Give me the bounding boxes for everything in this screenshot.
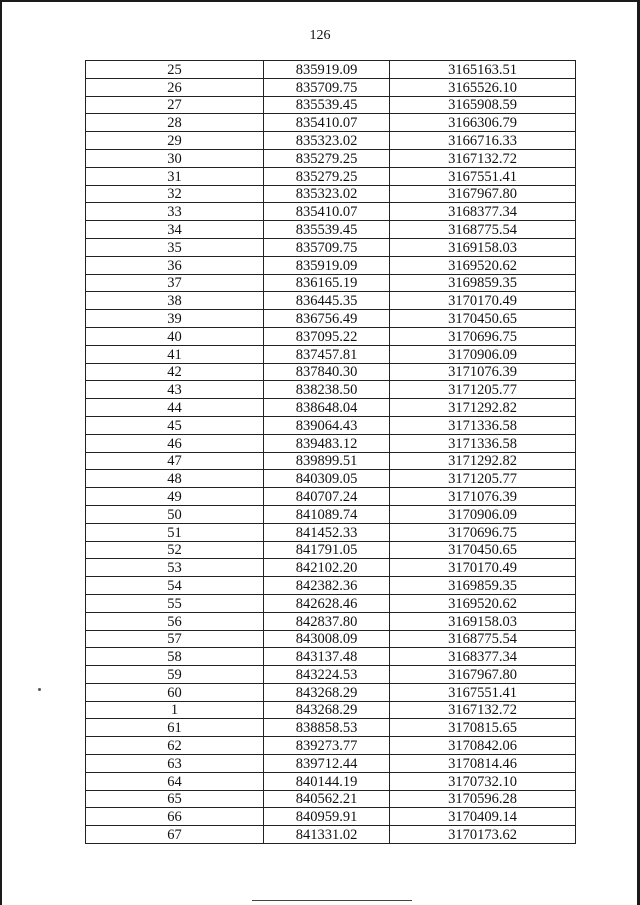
point-number-cell: 56 [86,612,264,630]
table-row [86,363,576,381]
x-coordinate-cell: 839064.43 [264,416,390,434]
y-coordinate-cell: 3171205.77 [390,381,576,399]
page-number: 126 [309,28,331,43]
x-coordinate-cell: 835410.07 [264,114,390,132]
y-coordinate-cell: 3167132.72 [390,149,576,167]
table-row [86,577,576,595]
scan-line [252,900,412,901]
y-coordinate-cell: 3171336.58 [390,434,576,452]
table-row [86,434,576,452]
table-row [86,452,576,470]
scan-speck [38,688,41,691]
point-number-cell: 38 [86,292,264,310]
point-number-cell: 25 [86,61,264,79]
point-number-cell: 44 [86,399,264,417]
y-coordinate-cell: 3165908.59 [390,96,576,114]
y-coordinate-cell: 3167551.41 [390,167,576,185]
x-coordinate-cell: 835279.25 [264,167,390,185]
x-coordinate-cell: 835323.02 [264,185,390,203]
x-coordinate-cell: 841791.05 [264,541,390,559]
point-number-cell: 33 [86,203,264,221]
point-number-cell: 30 [86,149,264,167]
x-coordinate-cell: 840309.05 [264,470,390,488]
y-coordinate-cell: 3168377.34 [390,203,576,221]
x-coordinate-cell: 838648.04 [264,399,390,417]
table-row [86,683,576,701]
x-coordinate-cell: 843224.53 [264,666,390,684]
x-coordinate-cell: 842102.20 [264,559,390,577]
table-row [86,310,576,328]
x-coordinate-cell: 840959.91 [264,808,390,826]
table-row [86,505,576,523]
y-coordinate-cell: 3170596.28 [390,790,576,808]
x-coordinate-cell: 843137.48 [264,648,390,666]
x-coordinate-cell: 835919.09 [264,256,390,274]
table-row [86,808,576,826]
point-number-cell: 48 [86,470,264,488]
y-coordinate-cell: 3170842.06 [390,737,576,755]
x-coordinate-cell: 835410.07 [264,203,390,221]
table-row [86,772,576,790]
table-row [86,523,576,541]
table-row [86,256,576,274]
table-row [86,701,576,719]
point-number-cell: 51 [86,523,264,541]
y-coordinate-cell: 3166306.79 [390,114,576,132]
x-coordinate-cell: 835539.45 [264,221,390,239]
x-coordinate-cell: 840562.21 [264,790,390,808]
table-row [86,132,576,150]
x-coordinate-cell: 835279.25 [264,149,390,167]
y-coordinate-cell: 3167967.80 [390,185,576,203]
x-coordinate-cell: 839712.44 [264,755,390,773]
point-number-cell: 59 [86,666,264,684]
point-number-cell: 36 [86,256,264,274]
x-coordinate-cell: 841452.33 [264,523,390,541]
y-coordinate-cell: 3167551.41 [390,683,576,701]
x-coordinate-cell: 835323.02 [264,132,390,150]
table-row [86,612,576,630]
y-coordinate-cell: 3170814.46 [390,755,576,773]
table-row [86,790,576,808]
point-number-cell: 46 [86,434,264,452]
x-coordinate-cell: 839899.51 [264,452,390,470]
y-coordinate-cell: 3169520.62 [390,594,576,612]
table-row [86,221,576,239]
y-coordinate-cell: 3166716.33 [390,132,576,150]
y-coordinate-cell: 3167132.72 [390,701,576,719]
x-coordinate-cell: 836756.49 [264,310,390,328]
x-coordinate-cell: 835709.75 [264,78,390,96]
x-coordinate-cell: 836165.19 [264,274,390,292]
y-coordinate-cell: 3170170.49 [390,559,576,577]
x-coordinate-cell: 837457.81 [264,345,390,363]
point-number-cell: 58 [86,648,264,666]
y-coordinate-cell: 3167967.80 [390,666,576,684]
y-coordinate-cell: 3170450.65 [390,541,576,559]
point-number-cell: 53 [86,559,264,577]
table-row [86,399,576,417]
table-row [86,238,576,256]
point-number-cell: 40 [86,327,264,345]
point-number-cell: 31 [86,167,264,185]
y-coordinate-cell: 3170173.62 [390,826,576,844]
point-number-cell: 43 [86,381,264,399]
y-coordinate-cell: 3170732.10 [390,772,576,790]
point-number-cell: 65 [86,790,264,808]
x-coordinate-cell: 838858.53 [264,719,390,737]
point-number-cell: 52 [86,541,264,559]
x-coordinate-cell: 836445.35 [264,292,390,310]
table-row [86,648,576,666]
table-row [86,114,576,132]
point-number-cell: 47 [86,452,264,470]
page-left-edge [0,0,2,905]
point-number-cell: 63 [86,755,264,773]
table-row [86,149,576,167]
y-coordinate-cell: 3169520.62 [390,256,576,274]
y-coordinate-cell: 3165163.51 [390,61,576,79]
y-coordinate-cell: 3169859.35 [390,274,576,292]
x-coordinate-cell: 837095.22 [264,327,390,345]
x-coordinate-cell: 842837.80 [264,612,390,630]
point-number-cell: 55 [86,594,264,612]
y-coordinate-cell: 3171336.58 [390,416,576,434]
point-number-cell: 34 [86,221,264,239]
point-number-cell: 66 [86,808,264,826]
point-number-cell: 45 [86,416,264,434]
table-row [86,630,576,648]
point-number-cell: 50 [86,505,264,523]
x-coordinate-cell: 835709.75 [264,238,390,256]
table-row [86,185,576,203]
point-number-cell: 28 [86,114,264,132]
x-coordinate-cell: 840707.24 [264,488,390,506]
y-coordinate-cell: 3171076.39 [390,488,576,506]
table-row [86,737,576,755]
x-coordinate-cell: 843268.29 [264,701,390,719]
point-number-cell: 32 [86,185,264,203]
y-coordinate-cell: 3171292.82 [390,399,576,417]
y-coordinate-cell: 3169859.35 [390,577,576,595]
x-coordinate-cell: 841331.02 [264,826,390,844]
point-number-cell: 54 [86,577,264,595]
y-coordinate-cell: 3170696.75 [390,327,576,345]
point-number-cell: 29 [86,132,264,150]
table-row [86,755,576,773]
table-row [86,719,576,737]
point-number-cell: 64 [86,772,264,790]
table-row [86,327,576,345]
table-row [86,541,576,559]
point-number-cell: 42 [86,363,264,381]
point-number-cell: 49 [86,488,264,506]
coordinates-table-body [86,61,576,844]
table-row [86,61,576,79]
y-coordinate-cell: 3170170.49 [390,292,576,310]
table-row [86,167,576,185]
y-coordinate-cell: 3170906.09 [390,345,576,363]
table-row [86,381,576,399]
page-top-edge [0,0,640,2]
point-number-cell: 41 [86,345,264,363]
point-number-cell: 27 [86,96,264,114]
y-coordinate-cell: 3165526.10 [390,78,576,96]
x-coordinate-cell: 839483.12 [264,434,390,452]
point-number-cell: 60 [86,683,264,701]
y-coordinate-cell: 3170815.65 [390,719,576,737]
x-coordinate-cell: 843008.09 [264,630,390,648]
y-coordinate-cell: 3171076.39 [390,363,576,381]
table-row [86,203,576,221]
point-number-cell: 35 [86,238,264,256]
point-number-cell: 57 [86,630,264,648]
y-coordinate-cell: 3168775.54 [390,630,576,648]
table-row [86,826,576,844]
y-coordinate-cell: 3168775.54 [390,221,576,239]
x-coordinate-cell: 837840.30 [264,363,390,381]
y-coordinate-cell: 3170409.14 [390,808,576,826]
table-row [86,345,576,363]
point-number-cell: 61 [86,719,264,737]
table-row [86,666,576,684]
table-row [86,292,576,310]
x-coordinate-cell: 835539.45 [264,96,390,114]
point-number-cell: 26 [86,78,264,96]
y-coordinate-cell: 3170906.09 [390,505,576,523]
x-coordinate-cell: 838238.50 [264,381,390,399]
table-row [86,488,576,506]
table-row [86,96,576,114]
x-coordinate-cell: 839273.77 [264,737,390,755]
table-row [86,78,576,96]
y-coordinate-cell: 3171205.77 [390,470,576,488]
coordinates-table [85,60,576,844]
x-coordinate-cell: 840144.19 [264,772,390,790]
y-coordinate-cell: 3168377.34 [390,648,576,666]
table-row [86,559,576,577]
point-number-cell: 1 [86,701,264,719]
x-coordinate-cell: 842382.36 [264,577,390,595]
y-coordinate-cell: 3169158.03 [390,238,576,256]
x-coordinate-cell: 841089.74 [264,505,390,523]
x-coordinate-cell: 835919.09 [264,61,390,79]
table-row [86,274,576,292]
x-coordinate-cell: 842628.46 [264,594,390,612]
y-coordinate-cell: 3170696.75 [390,523,576,541]
y-coordinate-cell: 3171292.82 [390,452,576,470]
table-row [86,470,576,488]
point-number-cell: 62 [86,737,264,755]
x-coordinate-cell: 843268.29 [264,683,390,701]
table-row [86,416,576,434]
point-number-cell: 67 [86,826,264,844]
y-coordinate-cell: 3169158.03 [390,612,576,630]
y-coordinate-cell: 3170450.65 [390,310,576,328]
point-number-cell: 37 [86,274,264,292]
table-row [86,594,576,612]
point-number-cell: 39 [86,310,264,328]
